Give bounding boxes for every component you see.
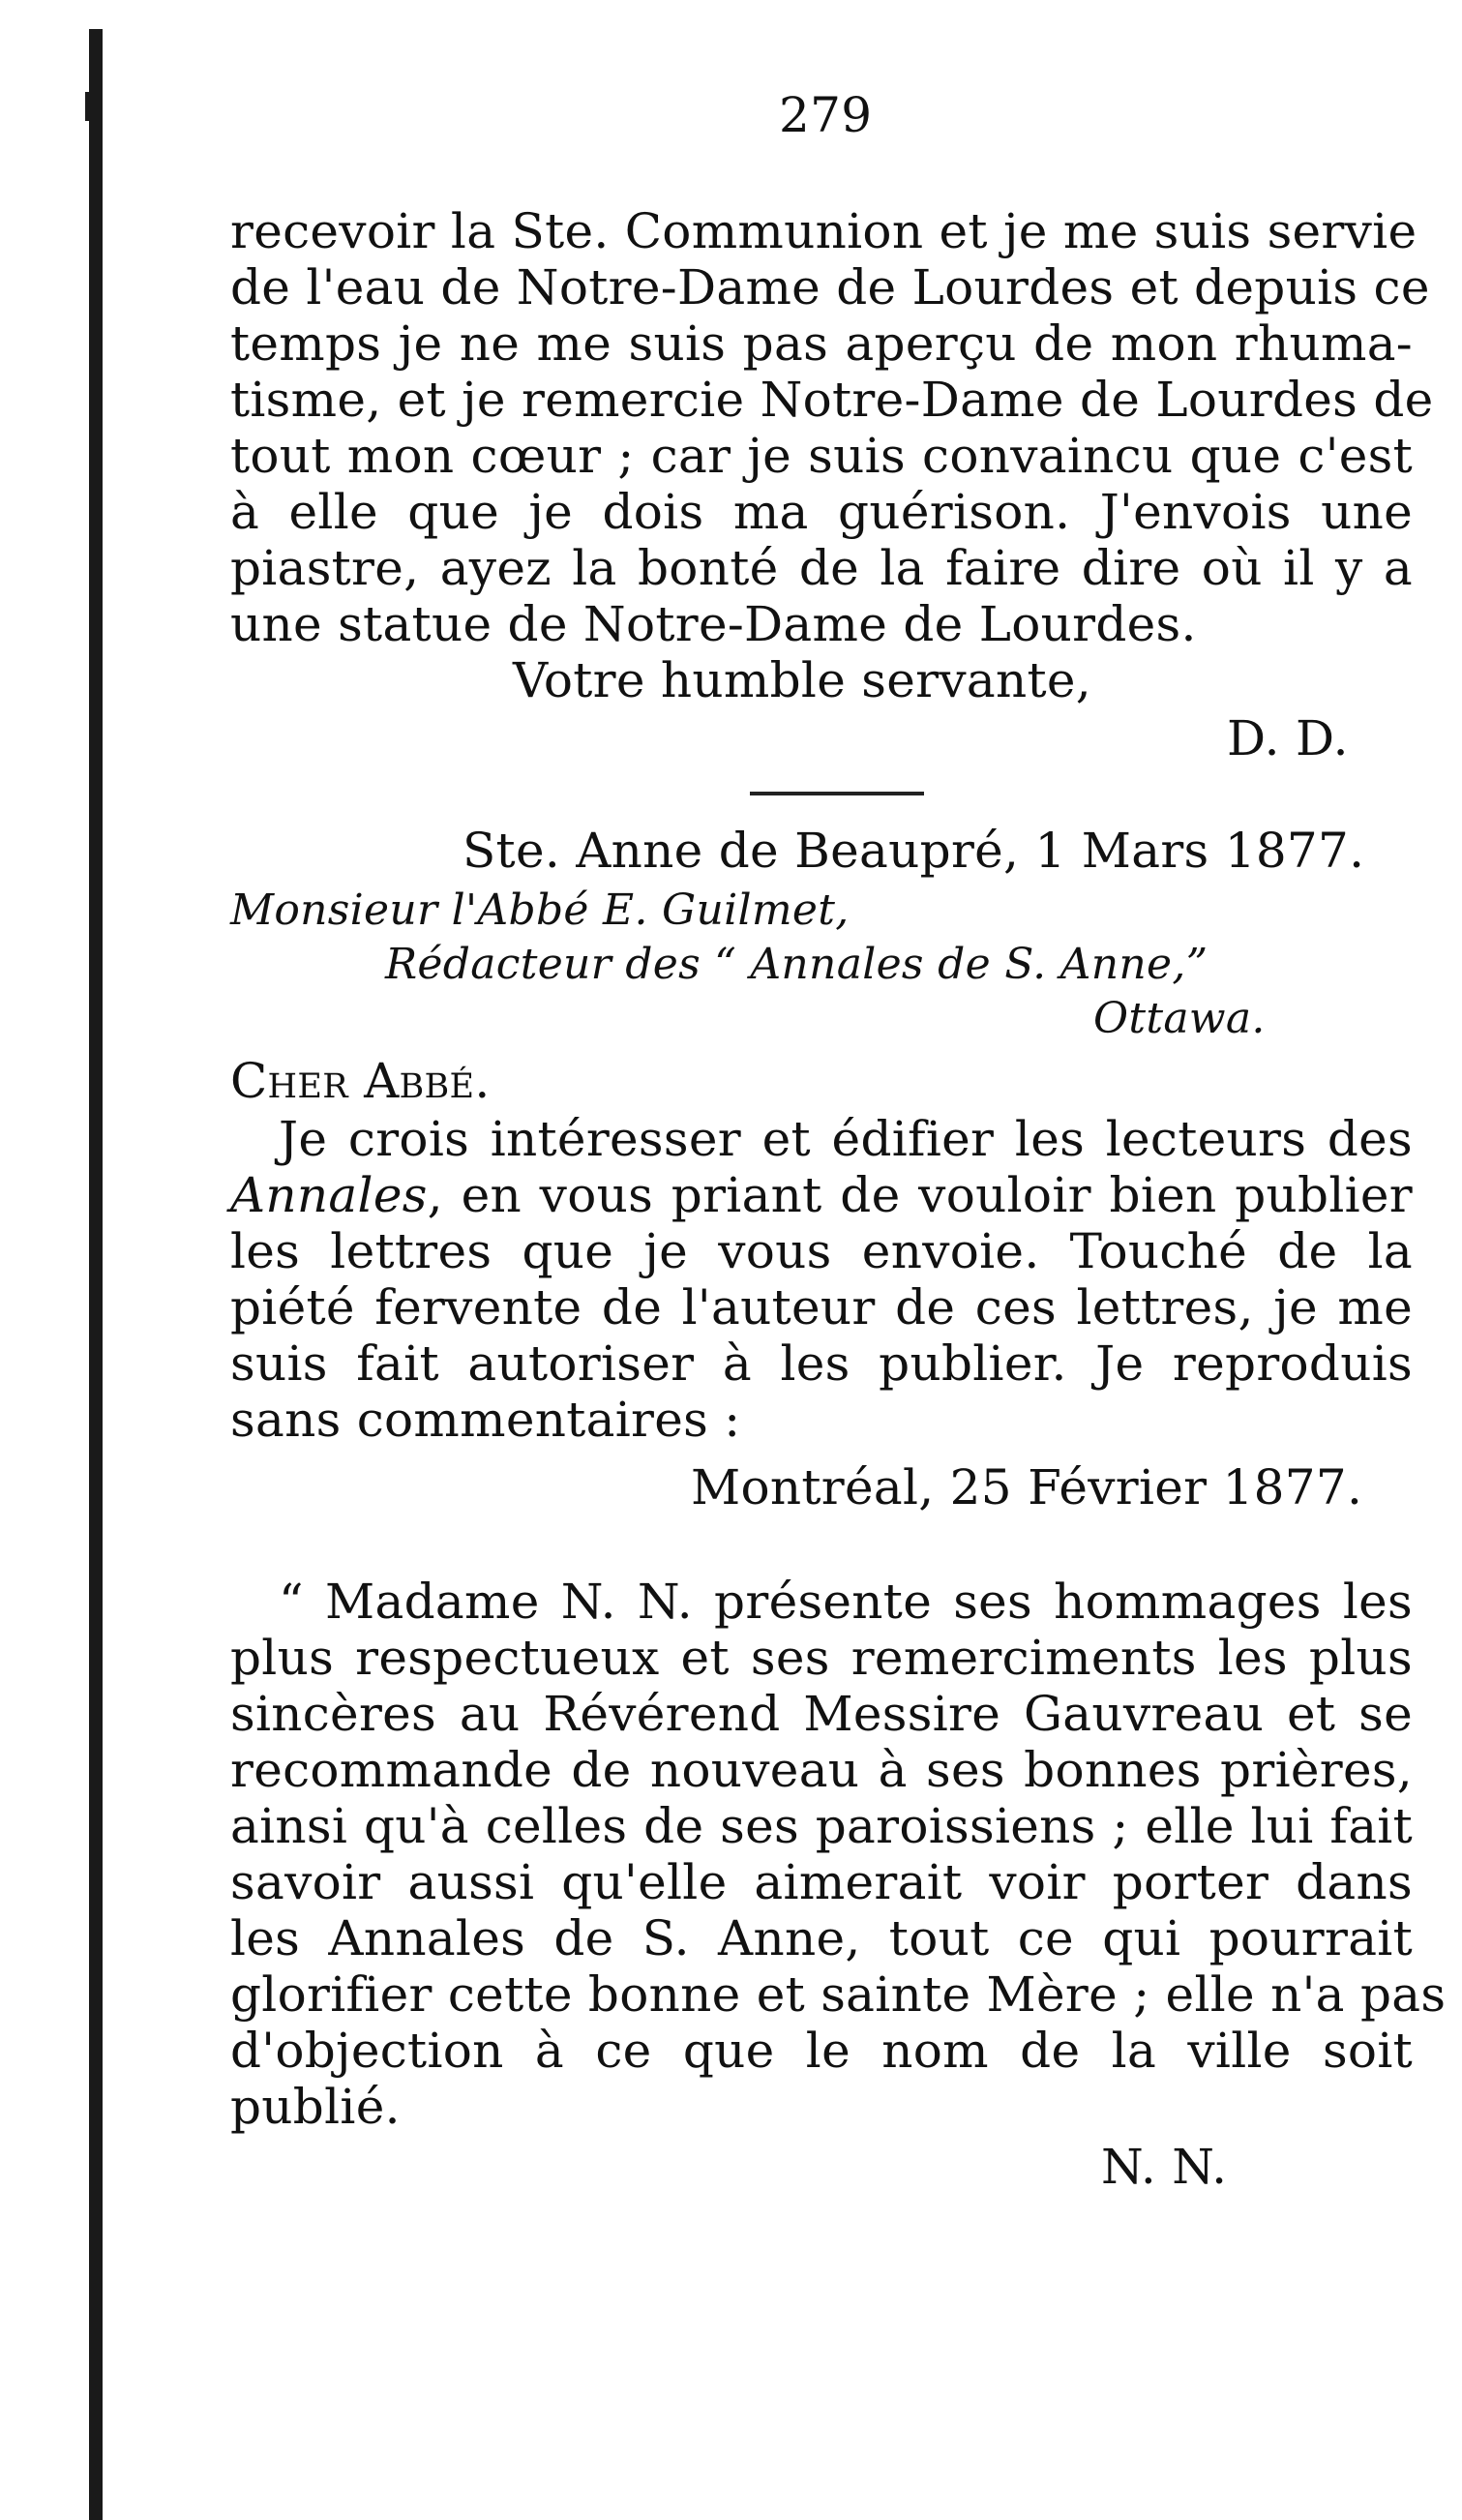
letter-2-addressee-city: Ottawa. (1093, 994, 1266, 1043)
letter-2-line: les lettres que je vous envoie. Touché de la (230, 1223, 1413, 1279)
letter-2-line: suis fait autoriser à les publier. Je reproduis (230, 1335, 1413, 1392)
section-divider (750, 792, 924, 795)
letter-1-line: tisme, et je remercie Notre-Dame de Lourdes de (230, 372, 1434, 428)
letter-2-salutation: Cher Abbé. (230, 1053, 491, 1109)
letter-3-line: glorifier cette bonne et sainte Mère ; elle n'a pas (230, 1966, 1447, 2023)
letter-3-line: ainsi qu'à celles de ses paroissiens ; elle lui fait (230, 1798, 1413, 1854)
page-number: 279 (779, 87, 873, 143)
annales-title: Annales (230, 1167, 428, 1223)
letter-1-line: piastre, ayez la bonté de la faire dire où il y a (230, 540, 1413, 596)
letter-3-line: les Annales de S. Anne, tout ce qui pourrait (230, 1910, 1413, 1966)
letter-3-line: savoir aussi qu'elle aimerait voir porter dans (230, 1854, 1413, 1910)
letter-3-line: “ Madame N. N. présente ses hommages les (279, 1574, 1413, 1630)
letter-3-line: publié. (230, 2079, 401, 2135)
letter-1-signature: D. D. (1227, 710, 1349, 766)
book-spine-edge-nick (85, 92, 93, 121)
letter-2-line (230, 1167, 1413, 1223)
letter-2-line: sans commentaires : (230, 1392, 741, 1448)
letter-1-line: recevoir la Ste. Communion et je me suis servie (230, 203, 1417, 259)
letter-2-addressee-title: Rédacteur des “ Annales de S. Anne,” (385, 940, 1208, 989)
letter-2-line-rest: , en vous priant de vouloir bien publier (427, 1167, 1413, 1223)
letter-3-signature: N. N. (1101, 2139, 1228, 2195)
letter-1-line: tout mon cœur ; car je suis convaincu que c'est (230, 428, 1413, 484)
letter-3-dateline: Montréal, 25 Février 1877. (691, 1459, 1363, 1515)
letter-1-line: temps je ne me suis pas aperçu de mon rhuma- (230, 315, 1413, 372)
letter-2-line: Je crois intéresser et édifier les lecteurs des (279, 1111, 1413, 1167)
book-spine-edge (89, 29, 103, 2520)
letter-2-addressee: Monsieur l'Abbé E. Guilmet, (230, 885, 850, 935)
letter-3-line: recommande de nouveau à ses bonnes prières, (230, 1742, 1413, 1798)
letter-3-line: sincères au Révérend Messire Gauvreau et se (230, 1686, 1413, 1742)
letter-2-dateline: Ste. Anne de Beaupré, 1 Mars 1877. (462, 823, 1365, 879)
letter-1-line: à elle que je dois ma guérison. J'envois une (230, 484, 1413, 540)
letter-1-closing: Votre humble servante, (513, 652, 1091, 708)
letter-3-line: d'objection à ce que le nom de la ville soit (230, 2023, 1413, 2079)
letter-3-line: plus respectueux et ses remerciments les plus (230, 1630, 1413, 1686)
letter-2-line: piété fervente de l'auteur de ces lettres, je me (230, 1279, 1413, 1335)
letter-1-line: de l'eau de Notre-Dame de Lourdes et depuis ce (230, 259, 1430, 315)
letter-1-line: une statue de Notre-Dame de Lourdes. (230, 596, 1197, 652)
